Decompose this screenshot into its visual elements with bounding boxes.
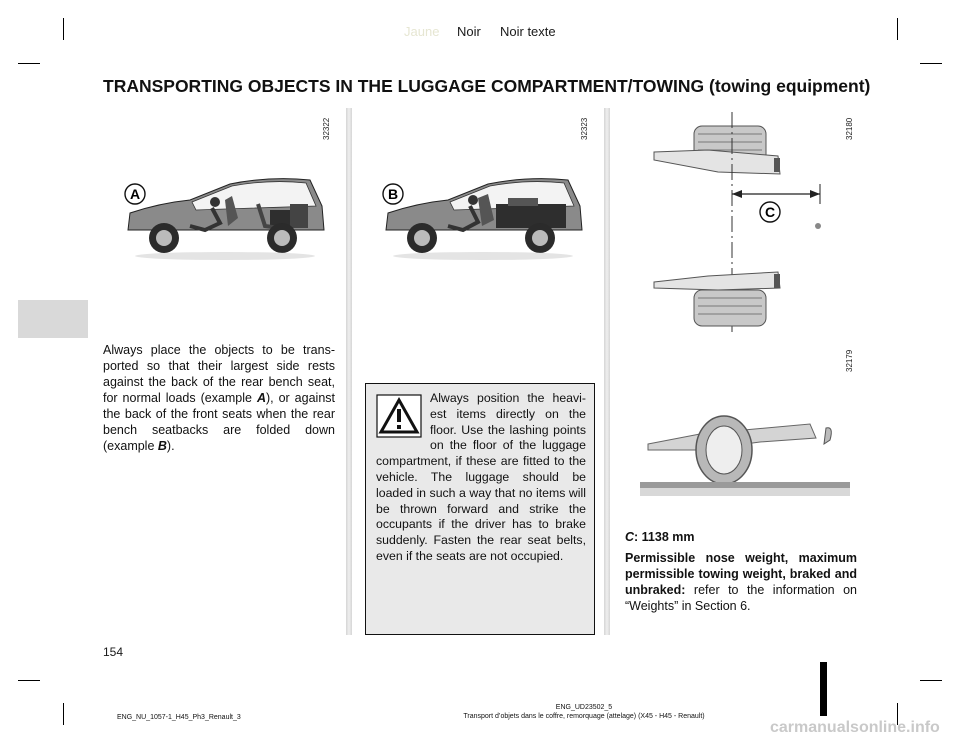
footer-center-line1: ENG_UD23502_5: [555, 704, 613, 711]
crop-mark: [897, 18, 898, 40]
warning-triangle-icon: [376, 394, 422, 438]
thumb-index-bar: [820, 662, 827, 716]
loading-text-part: ).: [166, 439, 175, 453]
spare-wheel-diagram: [640, 410, 850, 500]
color-noir-texte-label: Noir texte: [500, 24, 556, 39]
example-b-ref: B: [157, 439, 167, 453]
car-illustration-b: [378, 168, 588, 268]
figure-label-a: A: [129, 186, 141, 202]
footer-file-left: ENG_NU_1057-1_H45_Ph3_Renault_3: [117, 714, 241, 721]
loading-text-part: ), or against the back of the front seats when the rear bench seatbacks are folded down (example: [103, 391, 335, 453]
car-illustration-a: [120, 168, 330, 268]
watermark: carmanualsonline.info: [770, 719, 940, 736]
column-separator: [346, 108, 352, 635]
column-separator: [604, 108, 610, 635]
weights-info: [625, 550, 857, 614]
warning-text: Always position the heavi-est items directly on the floor. Use the lashing points on the floor of the luggage compartment, if these are fitted to the vehicle. The luggage should be loaded in such a way that no items will be thrown forward and strike the occupants if the driver has to brake suddenly. Fasten the rear seat belts, even if the seats are not occupied.: [376, 391, 586, 563]
dimension-c-label: C: [625, 530, 635, 544]
loading-text-part: Always place the objects to be trans-ported so that their largest side rests against the back of the rear bench seat, for normal loads (example: [103, 343, 335, 405]
crop-mark: [63, 18, 64, 40]
figure-code: 32179: [845, 349, 854, 372]
figure-label-c: C: [764, 204, 776, 220]
towing-dimension-diagram: [648, 112, 838, 332]
footer-center-line2: Transport d’objets dans le coffre, remorquage (attelage) (X45 - H45 - Renault): [463, 713, 705, 720]
warning-box: [365, 383, 595, 635]
crop-mark: [63, 703, 64, 725]
figure-code: 32323: [580, 117, 589, 140]
dimension-c-value: : 1138 mm: [634, 530, 695, 544]
crop-mark: [920, 63, 942, 64]
color-jaune-label: Jaune: [404, 24, 440, 39]
figure-code: 32180: [845, 117, 854, 140]
page-title: TRANSPORTING OBJECTS IN THE LUGGAGE COMPARTMENT/TOWING (towing equipment): [103, 76, 871, 96]
crop-mark: [18, 680, 40, 681]
page-number: 154: [103, 645, 124, 659]
weights-heading: Permissible nose weight, maximum permissible towing weight, braked and unbraked:: [625, 551, 857, 597]
section-tab: [18, 300, 88, 338]
footer-file-center: [434, 703, 734, 721]
weights-text: refer to the information on “Weights” in Section 6.: [625, 583, 857, 613]
dimension-c: [625, 529, 857, 545]
warning-content: [376, 391, 586, 565]
color-noir-label: Noir: [457, 24, 481, 39]
example-a-ref: A: [256, 391, 266, 405]
figure-code: 32322: [322, 117, 331, 140]
crop-mark: [18, 63, 40, 64]
crop-mark: [920, 680, 942, 681]
figure-label-b: B: [387, 186, 399, 202]
loading-instructions: [103, 342, 335, 454]
